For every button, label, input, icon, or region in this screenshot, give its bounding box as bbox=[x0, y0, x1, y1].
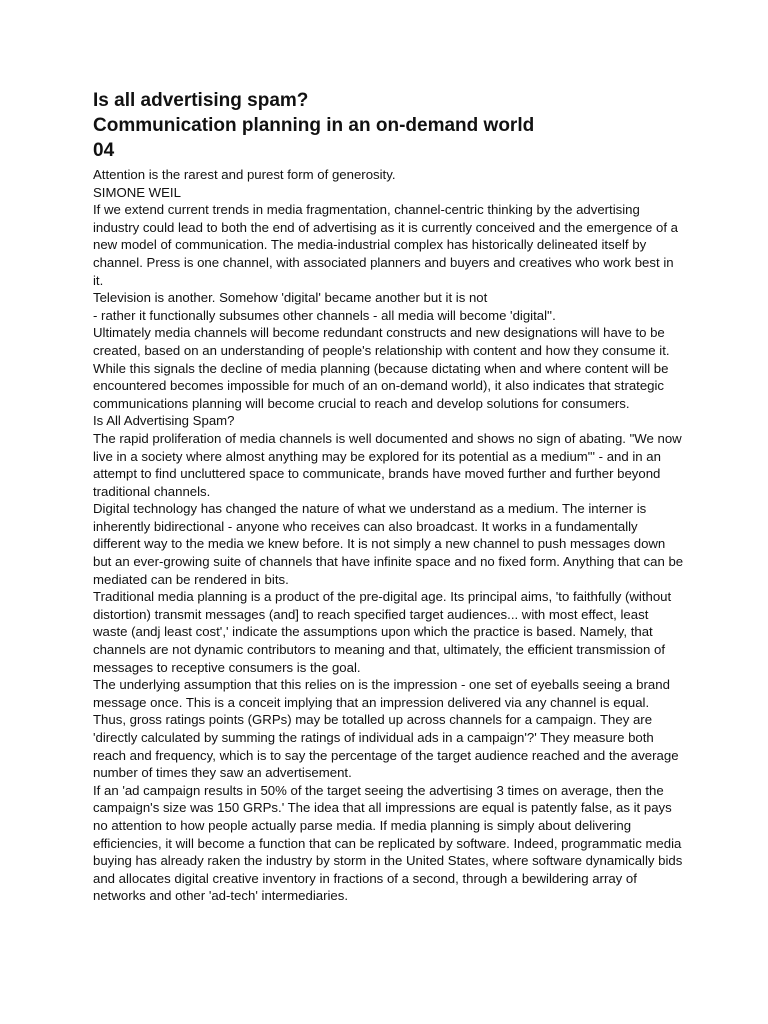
paragraph: If an 'ad campaign results in 50% of the target seeing the advertising 3 times on average, then the campaign's size was 150 GRPs.' The idea that all impressions are equal is patently false, as it pays no attention to how people actually parse media. If media planning is simply about delivering efficiencies, it will become a function that can be replicated by software. Indeed, programmatic media buying has already raken the industry by storm in the United States, where software dynamically bids and allocates digital creative inventory in fractions of a second, through a bewildering array of networks and other 'ad-tech' intermediaries. bbox=[93, 782, 683, 904]
paragraph: Traditional media planning is a product of the pre-digital age. Its principal aims, 'to faithfully (without distortion) transmit messages (and] to reach specified target audiences... with most effect, least waste (andj least cost',' indicate the assumptions upon which the practice is based. Namely, that channels are not dynamic contributors to meaning and that, ultimately, the efficient transmission of messages to receptive consumers is the goal. bbox=[93, 589, 672, 675]
epigraph-author: SIMONE WEIL bbox=[93, 184, 181, 200]
epigraph: Attention is the rarest and purest form of generosity. bbox=[93, 167, 396, 182]
document-page bbox=[93, 88, 685, 905]
paragraph: The underlying assumption that this relies on is the impression - one set of eyeballs seeing a brand message once. This is a conceit implying that an impression delivered via any channel is equal. Thus, gross ratings points (GRPs) may be totalled up across channels for a campaign. They are 'directly calculated by summing the ratings of individual ads in a campaign'?' They measure both reach and frequency, which is to say the percentage of the target audience reached and the average number of times they saw an advertisement. bbox=[93, 677, 679, 781]
paragraph: Digital technology has changed the nature of what we understand as a medium. The interner is inherently bidirectional - anyone who receives can also broadcast. It works in a fundamentally different way to the media we knew before. It is not simply a new channel to push messages down but an ever-growing suite of channels that have infinite space and no fixed form. Anything that can be mediated can be rendered in bits. bbox=[93, 501, 684, 587]
paragraph: Ultimately media channels will become redundant constructs and new designations will have to be created, based on an understanding of people's relationship with content and how they consume it. While this signals the decline of media planning (because dictating when and where content will be encountered becomes impossible for much of an on-demand world), it also indicates that strategic communications planning will become crucial to reach and develop solutions for consumers. bbox=[93, 325, 670, 411]
paragraph: Television is another. Somehow 'digital' became another but it is not bbox=[93, 290, 488, 306]
title-line-2: Communication planning in an on-demand world bbox=[93, 115, 535, 136]
section-heading: Is All Advertising Spam? bbox=[93, 413, 235, 429]
title-line-1: Is all advertising spam? bbox=[93, 90, 309, 111]
body-text bbox=[93, 166, 685, 905]
paragraph: If we extend current trends in media fragmentation, channel-centric thinking by the advertising industry could lead to both the end of advertising as it is currently conceived and the emergence of a new model of communication. The media-industrial complex has historically delineated itself by channel. Press is one channel, with associated planners and buyers and creatives who work best in it. bbox=[93, 202, 678, 288]
paragraph: - rather it functionally subsumes other channels - all media will become 'digital''. bbox=[93, 307, 556, 323]
paragraph: The rapid proliferation of media channels is well documented and shows no sign of abating. "We now live in a society where almost anything may be explored for its potential as a medium"' - and in an attempt to find uncluttered space to communicate, brands have moved further and further beyond traditional channels. bbox=[93, 430, 682, 499]
chapter-number: 04 bbox=[93, 140, 115, 161]
